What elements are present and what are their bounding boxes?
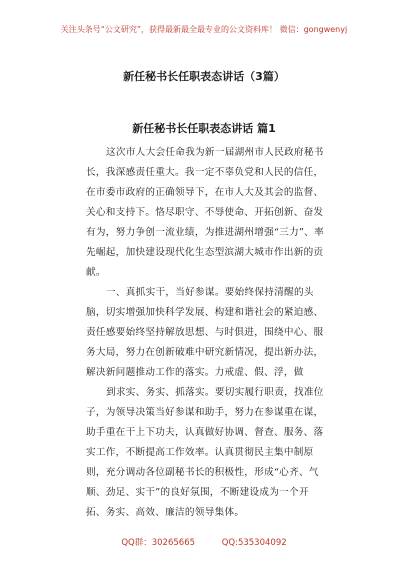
- qq-group-label: QQ群：30265665: [121, 538, 196, 548]
- section-title: 新任秘书长任职表态讲话 篇1: [132, 122, 276, 135]
- header-promo-note: 关注头条号“公文研究”，获得最新最全最专业的公文资料库！ 微信：gongwenyj: [60, 25, 348, 34]
- paragraph-1: 这次市人大会任命我为新一届湖州市人民政府秘书长，我深感责任重大。我一定不辜负党和人民的信任，在市委市政府的正确领导下，在市人大及其会的监督、关心和支持下。恪尽职守、不辱使命、开拓创新、奋发有为，努力争创一流业绩，为推进湖州增强“三力”、率先崛起，加快建设现代化生态型滨湖大城市作出新的贡献。: [86, 147, 324, 278]
- footer-contact: [0, 536, 408, 548]
- body-text: [86, 143, 326, 523]
- paragraph-2: 一、真抓实干，当好参谋。要始终保持清醒的头脑，切实增强加快科学发展、构建和谐社会的紧迫感、责任感要始终坚持解放思想、与时俱进，围绕中心、服务大局，努力在创新破难中研究新情况，提出新办法，解决新问题推动工作的落实。力戒虚、假、浮，做: [86, 287, 324, 378]
- document-title: 新任秘书长任职表态讲话（3篇）: [123, 70, 285, 83]
- qq-label: QQ:535304092: [221, 538, 287, 548]
- paragraph-3: 到求实、务实、抓落实。要切实履行职责，找准位子，为领导决策当好参谋和助手，努力在参谋重在谋，助手重在干上下功夫，认真做好协调、督查、服务、落实工作，不断提高工作效率。认真贯彻民主集中制原则，充分调动各位副秘书长的积极性，形成“心齐、气顺、劲足、实干”的良好氛围，不断建设成为一个开拓、务实、高效、廉洁的领导集体。: [86, 387, 324, 518]
